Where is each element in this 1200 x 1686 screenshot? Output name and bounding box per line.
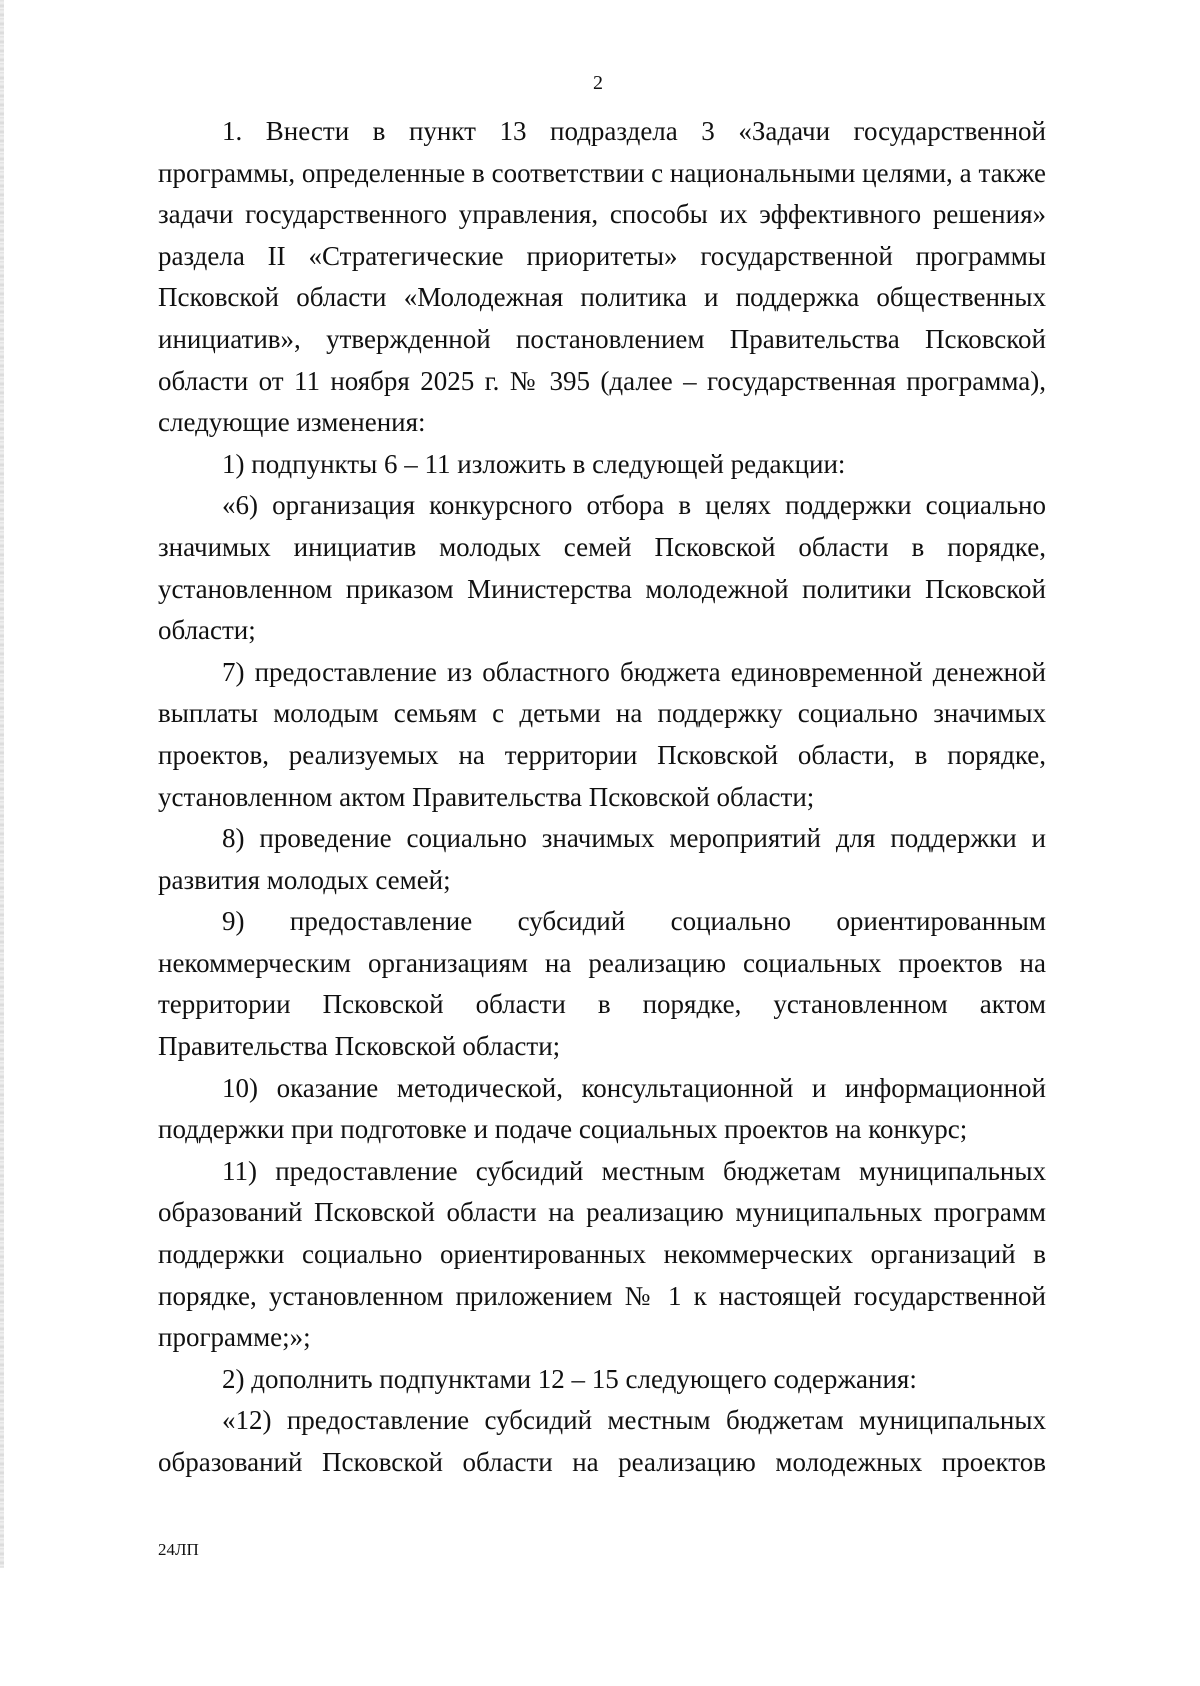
paragraph-subpoint-6: «6) организация конкурсного отбора в целях поддержки социально значимых инициатив молодых семей Псковской области в порядке, установленном приказом Министерства молодежной политики Псковской области; bbox=[158, 490, 1046, 646]
paragraph-subitem-2: 2) дополнить подпунктами 12 – 15 следующего содержания: bbox=[222, 1363, 917, 1394]
paragraph-subpoint-10: 10) оказание методической, консультационной и информационной поддержки при подготовке и подаче социальных проектов на конкурс; bbox=[158, 1072, 1046, 1145]
paragraph-subpoint-12: «12) предоставление субсидий местным бюджетам муниципальных образований Псковской области на реализацию молодежных проектов bbox=[158, 1405, 1046, 1477]
document-code: 24ЛП bbox=[158, 1540, 199, 1559]
scan-edge bbox=[0, 0, 4, 1568]
document-body bbox=[158, 111, 1046, 1484]
paragraph-subitem-1: 1) подпункты 6 – 11 изложить в следующей редакции: bbox=[222, 448, 846, 479]
paragraph-subpoint-9: 9) предоставление субсидий социально ориентированным некоммерческим организациям на реализацию социальных проектов на территории Псковской области в порядке, установленном актом Правительства Псковской области; bbox=[158, 906, 1046, 1062]
paragraph-subpoint-8: 8) проведение социально значимых мероприятий для поддержки и развития молодых семей; bbox=[158, 823, 1046, 895]
paragraph-subpoint-7: 7) предоставление из областного бюджета единовременной денежной выплаты молодым семьям с детьми на поддержку социально значимых проектов, реализуемых на территории Псковской области, в порядке, установленном актом Правительства Псковской области; bbox=[158, 656, 1046, 812]
paragraph-subpoint-11: 11) предоставление субсидий местным бюджетам муниципальных образований Псковской области на реализацию муниципальных программ поддержки социально ориентированных некоммерческих организаций в порядке, установленном приложением № 1 к настоящей государственной программе;»; bbox=[158, 1155, 1046, 1353]
paragraph-item-1: 1. Внести в пункт 13 подраздела 3 «Задачи государственной программы, определенные в соответствии с национальными целями, а также задачи государственного управления, способы их эффективного решения» раздела II «Стратегические приоритеты» государственной программы Псковской области «Молодежная политика и поддержка общественных инициатив», утвержденной постановлением Правительства Псковской области от 11 ноября 2025 г. № 395 (далее – государственная программа), следующие изменения: bbox=[158, 116, 1046, 438]
page-number: 2 bbox=[593, 72, 603, 94]
